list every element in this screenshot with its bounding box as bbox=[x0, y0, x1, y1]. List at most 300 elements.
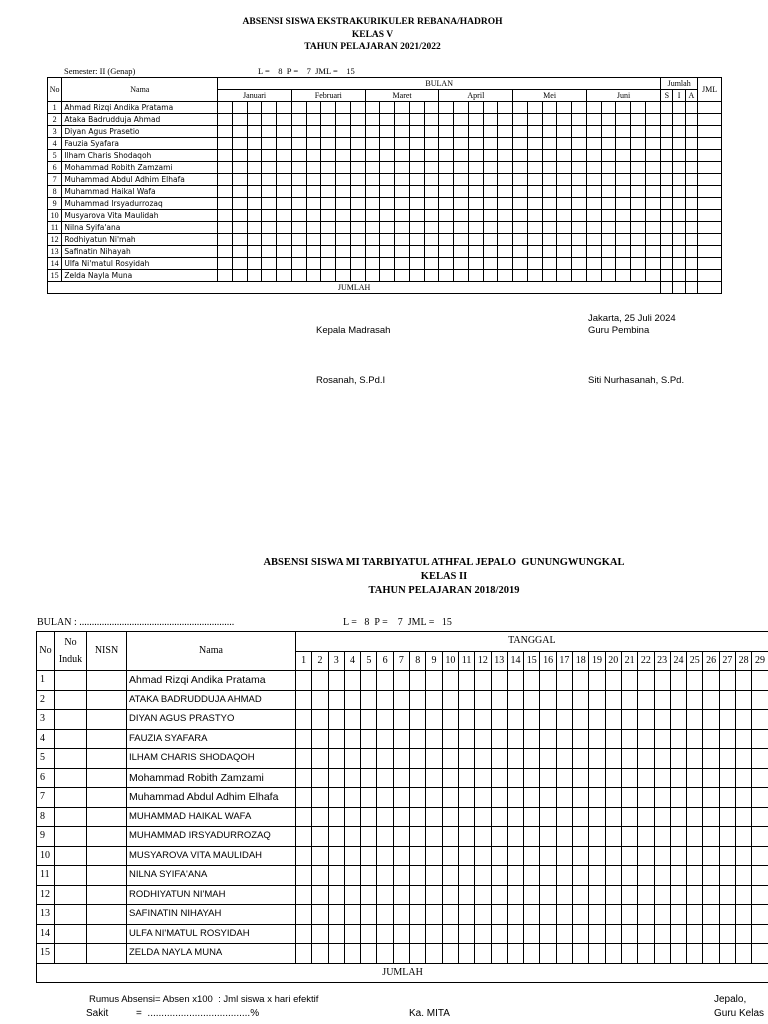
attendance-cell[interactable] bbox=[312, 768, 328, 788]
attendance-cell[interactable] bbox=[673, 270, 685, 282]
attendance-cell[interactable] bbox=[556, 729, 572, 749]
attendance-cell[interactable] bbox=[424, 234, 439, 246]
attendance-cell[interactable] bbox=[361, 846, 377, 866]
attendance-cell[interactable] bbox=[306, 186, 321, 198]
attendance-cell[interactable] bbox=[291, 222, 306, 234]
attendance-cell[interactable] bbox=[439, 258, 454, 270]
attendance-cell[interactable] bbox=[475, 944, 491, 964]
attendance-cell[interactable] bbox=[621, 846, 637, 866]
attendance-cell[interactable] bbox=[605, 749, 621, 769]
attendance-cell[interactable] bbox=[377, 690, 393, 710]
attendance-cell[interactable] bbox=[218, 150, 233, 162]
attendance-cell[interactable] bbox=[572, 114, 587, 126]
nisn-cell[interactable] bbox=[87, 729, 127, 749]
attendance-cell[interactable] bbox=[703, 846, 719, 866]
attendance-cell[interactable] bbox=[475, 905, 491, 925]
attendance-cell[interactable] bbox=[262, 126, 277, 138]
attendance-cell[interactable] bbox=[344, 827, 360, 847]
attendance-cell[interactable] bbox=[393, 905, 409, 925]
attendance-cell[interactable] bbox=[589, 905, 605, 925]
attendance-cell[interactable] bbox=[296, 885, 312, 905]
nisn-cell[interactable] bbox=[87, 924, 127, 944]
attendance-cell[interactable] bbox=[306, 258, 321, 270]
attendance-cell[interactable] bbox=[698, 102, 722, 114]
attendance-cell[interactable] bbox=[277, 222, 292, 234]
attendance-cell[interactable] bbox=[321, 210, 336, 222]
attendance-cell[interactable] bbox=[703, 924, 719, 944]
attendance-cell[interactable] bbox=[698, 114, 722, 126]
attendance-cell[interactable] bbox=[232, 150, 247, 162]
attendance-cell[interactable] bbox=[661, 150, 673, 162]
attendance-cell[interactable] bbox=[426, 788, 442, 808]
attendance-cell[interactable] bbox=[685, 270, 697, 282]
attendance-cell[interactable] bbox=[483, 246, 498, 258]
attendance-cell[interactable] bbox=[556, 846, 572, 866]
attendance-cell[interactable] bbox=[513, 138, 528, 150]
attendance-cell[interactable] bbox=[395, 270, 410, 282]
total-cell[interactable] bbox=[673, 282, 685, 294]
attendance-cell[interactable] bbox=[654, 807, 670, 827]
attendance-cell[interactable] bbox=[557, 126, 572, 138]
attendance-cell[interactable] bbox=[661, 174, 673, 186]
attendance-cell[interactable] bbox=[556, 827, 572, 847]
attendance-cell[interactable] bbox=[605, 671, 621, 691]
attendance-cell[interactable] bbox=[573, 768, 589, 788]
attendance-cell[interactable] bbox=[638, 866, 654, 886]
attendance-cell[interactable] bbox=[336, 210, 351, 222]
attendance-cell[interactable] bbox=[483, 210, 498, 222]
attendance-cell[interactable] bbox=[736, 924, 752, 944]
attendance-cell[interactable] bbox=[306, 234, 321, 246]
attendance-cell[interactable] bbox=[277, 210, 292, 222]
attendance-cell[interactable] bbox=[645, 102, 660, 114]
attendance-cell[interactable] bbox=[361, 710, 377, 730]
attendance-cell[interactable] bbox=[540, 710, 556, 730]
attendance-cell[interactable] bbox=[540, 690, 556, 710]
nisn-cell[interactable] bbox=[87, 690, 127, 710]
attendance-cell[interactable] bbox=[277, 246, 292, 258]
attendance-cell[interactable] bbox=[572, 138, 587, 150]
attendance-cell[interactable] bbox=[218, 174, 233, 186]
attendance-cell[interactable] bbox=[458, 885, 474, 905]
attendance-cell[interactable] bbox=[321, 162, 336, 174]
total-cell[interactable] bbox=[685, 282, 697, 294]
attendance-cell[interactable] bbox=[601, 198, 616, 210]
attendance-cell[interactable] bbox=[380, 258, 395, 270]
attendance-cell[interactable] bbox=[247, 222, 262, 234]
attendance-cell[interactable] bbox=[513, 270, 528, 282]
attendance-cell[interactable] bbox=[573, 749, 589, 769]
attendance-cell[interactable] bbox=[277, 234, 292, 246]
attendance-cell[interactable] bbox=[507, 729, 523, 749]
attendance-cell[interactable] bbox=[736, 749, 752, 769]
attendance-cell[interactable] bbox=[232, 102, 247, 114]
attendance-cell[interactable] bbox=[542, 186, 557, 198]
attendance-cell[interactable] bbox=[601, 234, 616, 246]
attendance-cell[interactable] bbox=[586, 222, 601, 234]
attendance-cell[interactable] bbox=[306, 126, 321, 138]
attendance-cell[interactable] bbox=[498, 162, 513, 174]
attendance-cell[interactable] bbox=[328, 885, 344, 905]
attendance-cell[interactable] bbox=[344, 866, 360, 886]
attendance-cell[interactable] bbox=[542, 126, 557, 138]
attendance-cell[interactable] bbox=[698, 222, 722, 234]
attendance-cell[interactable] bbox=[454, 174, 469, 186]
attendance-cell[interactable] bbox=[542, 150, 557, 162]
attendance-cell[interactable] bbox=[483, 258, 498, 270]
attendance-cell[interactable] bbox=[306, 270, 321, 282]
attendance-cell[interactable] bbox=[442, 846, 458, 866]
attendance-cell[interactable] bbox=[616, 246, 631, 258]
attendance-cell[interactable] bbox=[654, 729, 670, 749]
attendance-cell[interactable] bbox=[218, 258, 233, 270]
attendance-cell[interactable] bbox=[673, 174, 685, 186]
attendance-cell[interactable] bbox=[410, 749, 426, 769]
attendance-cell[interactable] bbox=[556, 807, 572, 827]
attendance-cell[interactable] bbox=[442, 807, 458, 827]
attendance-cell[interactable] bbox=[698, 258, 722, 270]
attendance-cell[interactable] bbox=[491, 944, 507, 964]
attendance-cell[interactable] bbox=[736, 827, 752, 847]
attendance-cell[interactable] bbox=[247, 162, 262, 174]
attendance-cell[interactable] bbox=[491, 866, 507, 886]
attendance-cell[interactable] bbox=[524, 788, 540, 808]
attendance-cell[interactable] bbox=[306, 114, 321, 126]
attendance-cell[interactable] bbox=[491, 807, 507, 827]
attendance-cell[interactable] bbox=[296, 788, 312, 808]
attendance-cell[interactable] bbox=[393, 866, 409, 886]
attendance-cell[interactable] bbox=[365, 210, 380, 222]
attendance-cell[interactable] bbox=[262, 150, 277, 162]
attendance-cell[interactable] bbox=[439, 246, 454, 258]
attendance-cell[interactable] bbox=[442, 866, 458, 886]
attendance-cell[interactable] bbox=[321, 246, 336, 258]
attendance-cell[interactable] bbox=[344, 768, 360, 788]
attendance-cell[interactable] bbox=[524, 944, 540, 964]
attendance-cell[interactable] bbox=[296, 905, 312, 925]
attendance-cell[interactable] bbox=[752, 944, 768, 964]
attendance-cell[interactable] bbox=[601, 150, 616, 162]
attendance-cell[interactable] bbox=[395, 186, 410, 198]
attendance-cell[interactable] bbox=[365, 186, 380, 198]
attendance-cell[interactable] bbox=[454, 162, 469, 174]
attendance-cell[interactable] bbox=[380, 138, 395, 150]
attendance-cell[interactable] bbox=[312, 729, 328, 749]
attendance-cell[interactable] bbox=[557, 198, 572, 210]
attendance-cell[interactable] bbox=[409, 150, 424, 162]
attendance-cell[interactable] bbox=[380, 270, 395, 282]
attendance-cell[interactable] bbox=[542, 162, 557, 174]
attendance-cell[interactable] bbox=[247, 234, 262, 246]
attendance-cell[interactable] bbox=[218, 234, 233, 246]
attendance-cell[interactable] bbox=[631, 198, 646, 210]
attendance-cell[interactable] bbox=[454, 198, 469, 210]
attendance-cell[interactable] bbox=[468, 114, 483, 126]
attendance-cell[interactable] bbox=[524, 768, 540, 788]
attendance-cell[interactable] bbox=[483, 102, 498, 114]
attendance-cell[interactable] bbox=[752, 729, 768, 749]
attendance-cell[interactable] bbox=[572, 186, 587, 198]
attendance-cell[interactable] bbox=[409, 210, 424, 222]
attendance-cell[interactable] bbox=[328, 846, 344, 866]
attendance-cell[interactable] bbox=[344, 690, 360, 710]
attendance-cell[interactable] bbox=[458, 905, 474, 925]
attendance-cell[interactable] bbox=[736, 866, 752, 886]
attendance-cell[interactable] bbox=[475, 807, 491, 827]
attendance-cell[interactable] bbox=[542, 198, 557, 210]
attendance-cell[interactable] bbox=[605, 807, 621, 827]
attendance-cell[interactable] bbox=[262, 174, 277, 186]
attendance-cell[interactable] bbox=[661, 246, 673, 258]
attendance-cell[interactable] bbox=[468, 222, 483, 234]
attendance-cell[interactable] bbox=[513, 234, 528, 246]
attendance-cell[interactable] bbox=[513, 186, 528, 198]
attendance-cell[interactable] bbox=[698, 126, 722, 138]
attendance-cell[interactable] bbox=[527, 162, 542, 174]
attendance-cell[interactable] bbox=[442, 944, 458, 964]
attendance-cell[interactable] bbox=[232, 138, 247, 150]
attendance-cell[interactable] bbox=[262, 222, 277, 234]
nisn-cell[interactable] bbox=[87, 885, 127, 905]
attendance-cell[interactable] bbox=[321, 150, 336, 162]
attendance-cell[interactable] bbox=[573, 671, 589, 691]
attendance-cell[interactable] bbox=[454, 258, 469, 270]
attendance-cell[interactable] bbox=[670, 729, 686, 749]
attendance-cell[interactable] bbox=[393, 768, 409, 788]
attendance-cell[interactable] bbox=[638, 827, 654, 847]
attendance-cell[interactable] bbox=[344, 788, 360, 808]
attendance-cell[interactable] bbox=[556, 690, 572, 710]
attendance-cell[interactable] bbox=[475, 924, 491, 944]
attendance-cell[interactable] bbox=[424, 174, 439, 186]
attendance-cell[interactable] bbox=[344, 846, 360, 866]
attendance-cell[interactable] bbox=[654, 846, 670, 866]
attendance-cell[interactable] bbox=[491, 710, 507, 730]
attendance-cell[interactable] bbox=[350, 186, 365, 198]
attendance-cell[interactable] bbox=[601, 246, 616, 258]
attendance-cell[interactable] bbox=[277, 258, 292, 270]
attendance-cell[interactable] bbox=[277, 162, 292, 174]
attendance-cell[interactable] bbox=[670, 866, 686, 886]
attendance-cell[interactable] bbox=[527, 150, 542, 162]
attendance-cell[interactable] bbox=[498, 114, 513, 126]
attendance-cell[interactable] bbox=[621, 671, 637, 691]
attendance-cell[interactable] bbox=[380, 210, 395, 222]
attendance-cell[interactable] bbox=[524, 710, 540, 730]
attendance-cell[interactable] bbox=[491, 924, 507, 944]
attendance-cell[interactable] bbox=[616, 198, 631, 210]
attendance-cell[interactable] bbox=[377, 944, 393, 964]
attendance-cell[interactable] bbox=[365, 258, 380, 270]
attendance-cell[interactable] bbox=[247, 114, 262, 126]
attendance-cell[interactable] bbox=[573, 905, 589, 925]
attendance-cell[interactable] bbox=[454, 210, 469, 222]
attendance-cell[interactable] bbox=[218, 114, 233, 126]
attendance-cell[interactable] bbox=[605, 827, 621, 847]
attendance-cell[interactable] bbox=[442, 749, 458, 769]
attendance-cell[interactable] bbox=[409, 102, 424, 114]
attendance-cell[interactable] bbox=[527, 246, 542, 258]
attendance-cell[interactable] bbox=[527, 114, 542, 126]
attendance-cell[interactable] bbox=[752, 807, 768, 827]
attendance-cell[interactable] bbox=[247, 186, 262, 198]
attendance-cell[interactable] bbox=[395, 114, 410, 126]
attendance-cell[interactable] bbox=[410, 807, 426, 827]
attendance-cell[interactable] bbox=[752, 671, 768, 691]
attendance-cell[interactable] bbox=[638, 924, 654, 944]
attendance-cell[interactable] bbox=[586, 198, 601, 210]
attendance-cell[interactable] bbox=[621, 866, 637, 886]
attendance-cell[interactable] bbox=[395, 246, 410, 258]
attendance-cell[interactable] bbox=[685, 258, 697, 270]
attendance-cell[interactable] bbox=[513, 198, 528, 210]
attendance-cell[interactable] bbox=[350, 138, 365, 150]
attendance-cell[interactable] bbox=[350, 258, 365, 270]
attendance-cell[interactable] bbox=[491, 846, 507, 866]
attendance-cell[interactable] bbox=[507, 710, 523, 730]
attendance-cell[interactable] bbox=[605, 788, 621, 808]
attendance-cell[interactable] bbox=[621, 924, 637, 944]
attendance-cell[interactable] bbox=[661, 114, 673, 126]
attendance-cell[interactable] bbox=[542, 258, 557, 270]
attendance-cell[interactable] bbox=[439, 222, 454, 234]
attendance-cell[interactable] bbox=[306, 174, 321, 186]
attendance-cell[interactable] bbox=[513, 222, 528, 234]
attendance-cell[interactable] bbox=[232, 246, 247, 258]
attendance-cell[interactable] bbox=[344, 671, 360, 691]
attendance-cell[interactable] bbox=[350, 210, 365, 222]
attendance-cell[interactable] bbox=[685, 114, 697, 126]
attendance-cell[interactable] bbox=[586, 270, 601, 282]
attendance-cell[interactable] bbox=[442, 729, 458, 749]
attendance-cell[interactable] bbox=[685, 186, 697, 198]
attendance-cell[interactable] bbox=[426, 924, 442, 944]
nisn-cell[interactable] bbox=[87, 807, 127, 827]
attendance-cell[interactable] bbox=[277, 198, 292, 210]
attendance-cell[interactable] bbox=[475, 729, 491, 749]
attendance-cell[interactable] bbox=[687, 671, 703, 691]
attendance-cell[interactable] bbox=[393, 671, 409, 691]
attendance-cell[interactable] bbox=[638, 846, 654, 866]
attendance-cell[interactable] bbox=[524, 671, 540, 691]
no-induk-cell[interactable] bbox=[55, 749, 87, 769]
attendance-cell[interactable] bbox=[442, 710, 458, 730]
attendance-cell[interactable] bbox=[291, 174, 306, 186]
attendance-cell[interactable] bbox=[540, 846, 556, 866]
attendance-cell[interactable] bbox=[365, 126, 380, 138]
attendance-cell[interactable] bbox=[361, 807, 377, 827]
attendance-cell[interactable] bbox=[247, 246, 262, 258]
attendance-cell[interactable] bbox=[291, 150, 306, 162]
attendance-cell[interactable] bbox=[572, 246, 587, 258]
attendance-cell[interactable] bbox=[631, 270, 646, 282]
attendance-cell[interactable] bbox=[556, 866, 572, 886]
attendance-cell[interactable] bbox=[426, 905, 442, 925]
attendance-cell[interactable] bbox=[321, 234, 336, 246]
attendance-cell[interactable] bbox=[439, 138, 454, 150]
attendance-cell[interactable] bbox=[719, 866, 735, 886]
attendance-cell[interactable] bbox=[410, 827, 426, 847]
attendance-cell[interactable] bbox=[439, 234, 454, 246]
attendance-cell[interactable] bbox=[621, 788, 637, 808]
attendance-cell[interactable] bbox=[645, 234, 660, 246]
no-induk-cell[interactable] bbox=[55, 944, 87, 964]
attendance-cell[interactable] bbox=[380, 186, 395, 198]
attendance-cell[interactable] bbox=[645, 222, 660, 234]
attendance-cell[interactable] bbox=[377, 866, 393, 886]
attendance-cell[interactable] bbox=[507, 944, 523, 964]
no-induk-cell[interactable] bbox=[55, 768, 87, 788]
attendance-cell[interactable] bbox=[589, 788, 605, 808]
attendance-cell[interactable] bbox=[377, 788, 393, 808]
attendance-cell[interactable] bbox=[661, 198, 673, 210]
attendance-cell[interactable] bbox=[685, 174, 697, 186]
attendance-cell[interactable] bbox=[380, 174, 395, 186]
attendance-cell[interactable] bbox=[673, 210, 685, 222]
attendance-cell[interactable] bbox=[454, 138, 469, 150]
attendance-cell[interactable] bbox=[507, 924, 523, 944]
attendance-cell[interactable] bbox=[380, 102, 395, 114]
attendance-cell[interactable] bbox=[491, 768, 507, 788]
attendance-cell[interactable] bbox=[442, 827, 458, 847]
attendance-cell[interactable] bbox=[247, 174, 262, 186]
attendance-cell[interactable] bbox=[336, 234, 351, 246]
attendance-cell[interactable] bbox=[395, 210, 410, 222]
attendance-cell[interactable] bbox=[218, 138, 233, 150]
attendance-cell[interactable] bbox=[439, 162, 454, 174]
attendance-cell[interactable] bbox=[621, 710, 637, 730]
attendance-cell[interactable] bbox=[527, 126, 542, 138]
attendance-cell[interactable] bbox=[424, 198, 439, 210]
attendance-cell[interactable] bbox=[654, 944, 670, 964]
attendance-cell[interactable] bbox=[685, 198, 697, 210]
attendance-cell[interactable] bbox=[468, 126, 483, 138]
attendance-cell[interactable] bbox=[589, 885, 605, 905]
attendance-cell[interactable] bbox=[410, 885, 426, 905]
nisn-cell[interactable] bbox=[87, 827, 127, 847]
attendance-cell[interactable] bbox=[557, 246, 572, 258]
attendance-cell[interactable] bbox=[586, 234, 601, 246]
attendance-cell[interactable] bbox=[719, 671, 735, 691]
attendance-cell[interactable] bbox=[365, 234, 380, 246]
attendance-cell[interactable] bbox=[232, 210, 247, 222]
attendance-cell[interactable] bbox=[524, 807, 540, 827]
attendance-cell[interactable] bbox=[601, 126, 616, 138]
attendance-cell[interactable] bbox=[631, 186, 646, 198]
attendance-cell[interactable] bbox=[621, 944, 637, 964]
attendance-cell[interactable] bbox=[687, 690, 703, 710]
attendance-cell[interactable] bbox=[601, 114, 616, 126]
attendance-cell[interactable] bbox=[703, 827, 719, 847]
attendance-cell[interactable] bbox=[277, 150, 292, 162]
attendance-cell[interactable] bbox=[661, 102, 673, 114]
attendance-cell[interactable] bbox=[321, 186, 336, 198]
attendance-cell[interactable] bbox=[328, 924, 344, 944]
attendance-cell[interactable] bbox=[685, 222, 697, 234]
attendance-cell[interactable] bbox=[350, 198, 365, 210]
attendance-cell[interactable] bbox=[540, 866, 556, 886]
attendance-cell[interactable] bbox=[621, 749, 637, 769]
attendance-cell[interactable] bbox=[409, 174, 424, 186]
attendance-cell[interactable] bbox=[377, 905, 393, 925]
attendance-cell[interactable] bbox=[365, 246, 380, 258]
attendance-cell[interactable] bbox=[377, 885, 393, 905]
attendance-cell[interactable] bbox=[454, 114, 469, 126]
no-induk-cell[interactable] bbox=[55, 788, 87, 808]
attendance-cell[interactable] bbox=[247, 150, 262, 162]
attendance-cell[interactable] bbox=[424, 222, 439, 234]
attendance-cell[interactable] bbox=[395, 222, 410, 234]
